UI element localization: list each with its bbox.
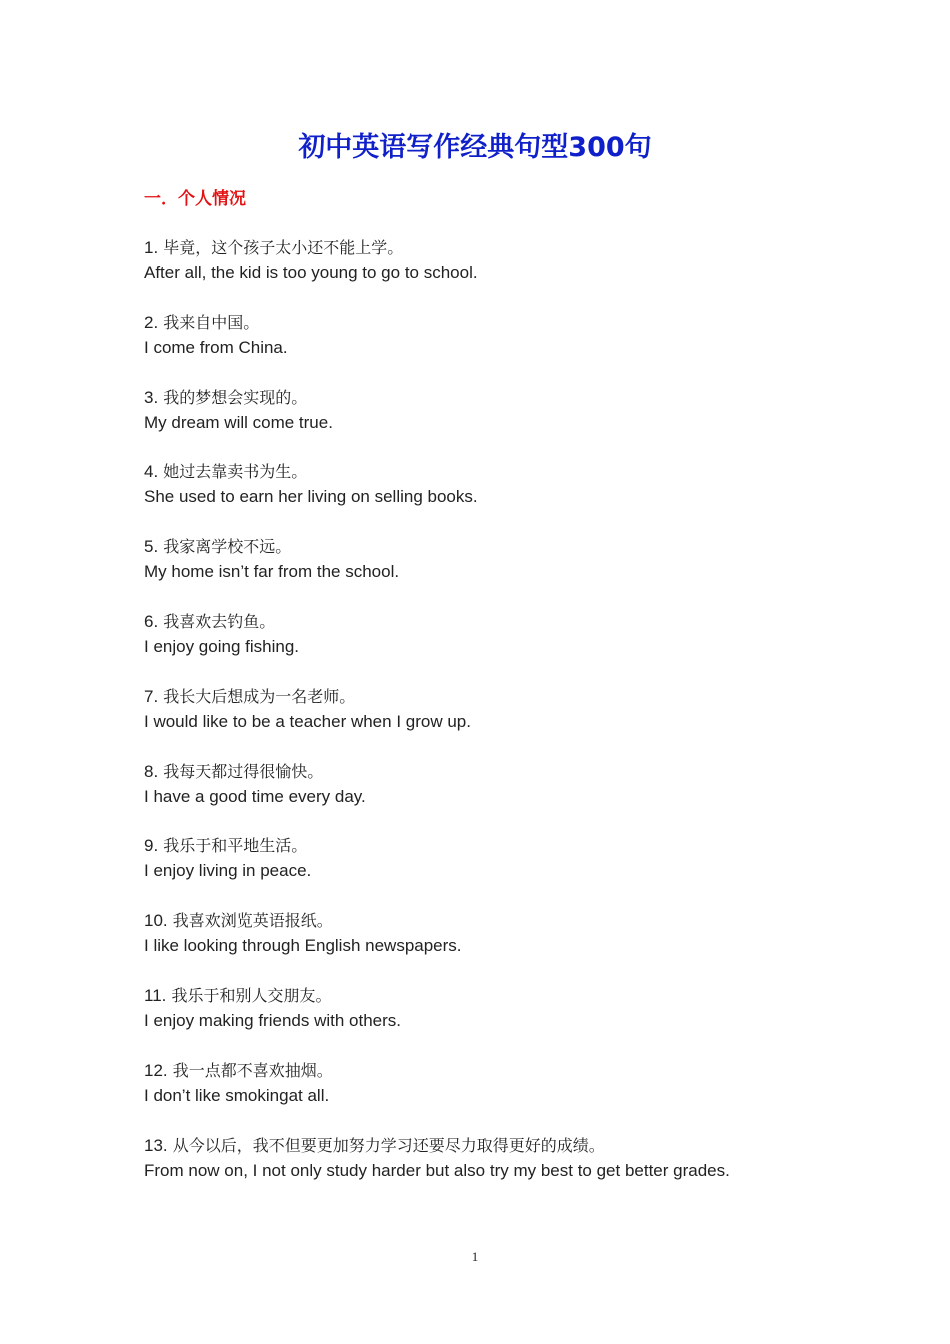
chinese-text: 我乐于和平地生活。: [163, 836, 308, 856]
sentence-item: [144, 834, 844, 909]
english-sentence: I like looking through English newspapers.: [144, 936, 462, 956]
sentence-list: [144, 236, 844, 1208]
chinese-sentence: [144, 685, 844, 709]
english-sentence: She used to earn her living on selling books.: [144, 487, 478, 507]
sentence-number: 4.: [144, 462, 159, 482]
sentence-number: 13.: [144, 1135, 168, 1155]
chinese-text: 我来自中国。: [163, 312, 260, 332]
chinese-sentence: [144, 610, 844, 634]
page-number: 1: [471, 1249, 479, 1264]
chinese-text: 我家离学校不远。: [163, 537, 292, 557]
document-title: 初中英语写作经典句型300句: [298, 132, 652, 163]
sentence-item: [144, 610, 844, 685]
english-sentence: From now on, I not only study harder but also try my best to get better grades.: [144, 1160, 730, 1180]
chinese-sentence: [144, 984, 844, 1008]
chinese-sentence: [144, 760, 844, 784]
chinese-sentence: [144, 1134, 844, 1158]
english-sentence: My home isn’t far from the school.: [144, 562, 400, 582]
sentence-item: [144, 460, 844, 535]
sentence-item: [144, 760, 844, 835]
sentence-number: 7.: [144, 686, 159, 706]
chinese-sentence: [144, 1059, 844, 1083]
chinese-sentence: [144, 386, 844, 410]
sentence-item: [144, 386, 844, 461]
sentence-item: [144, 535, 844, 610]
sentence-item: [144, 1134, 844, 1209]
english-sentence: I don’t like smokingat all.: [144, 1085, 330, 1105]
sentence-item: [144, 311, 844, 386]
sentence-number: 8.: [144, 761, 159, 781]
english-sentence: I come from China.: [144, 337, 288, 357]
chinese-sentence: [144, 834, 844, 858]
english-sentence: My dream will come true.: [144, 412, 333, 432]
chinese-text: 我每天都过得很愉快。: [163, 761, 324, 781]
chinese-sentence: [144, 909, 844, 933]
sentence-item: [144, 685, 844, 760]
english-sentence: I enjoy living in peace.: [144, 861, 312, 881]
sentence-number: 1.: [144, 238, 159, 257]
sentence-number: 12.: [144, 1060, 168, 1080]
chinese-text: 我喜欢去钓鱼。: [163, 611, 276, 631]
chinese-sentence: [144, 236, 844, 260]
chinese-text: 我乐于和别人交朋友。: [171, 985, 332, 1005]
sentence-number: 11.: [144, 985, 167, 1005]
sentence-number: 6.: [144, 611, 159, 631]
english-sentence: I have a good time every day.: [144, 786, 366, 806]
chinese-text: 我喜欢浏览英语报纸。: [172, 911, 333, 931]
chinese-text: 我一点都不喜欢抽烟。: [172, 1060, 333, 1080]
sentence-item: [144, 1059, 844, 1134]
sentence-item: [144, 909, 844, 984]
english-sentence: I enjoy going fishing.: [144, 636, 299, 656]
english-sentence: I enjoy making friends with others.: [144, 1010, 402, 1030]
sentence-number: 9.: [144, 836, 159, 856]
chinese-text: 我的梦想会实现的。: [163, 387, 308, 407]
sentence-number: 3.: [144, 387, 159, 407]
chinese-text: 我长大后想成为一名老师。: [163, 686, 356, 706]
sentence-item: [144, 236, 844, 311]
chinese-sentence: [144, 535, 844, 559]
english-sentence: I would like to be a teacher when I grow up.: [144, 711, 471, 731]
chinese-text: 毕竟，这个孩子太小还不能上学。: [163, 238, 404, 257]
chinese-text: 从今以后，我不但要更加努力学习还要尽力取得更好的成绩。: [172, 1135, 605, 1155]
section-heading: 一．个人情况: [144, 189, 246, 209]
chinese-sentence: [144, 311, 844, 335]
chinese-sentence: [144, 460, 844, 484]
sentence-number: 10.: [144, 911, 168, 931]
sentence-item: [144, 984, 844, 1059]
sentence-number: 5.: [144, 537, 159, 557]
chinese-text: 她过去靠卖书为生。: [163, 462, 308, 482]
sentence-number: 2.: [144, 312, 159, 332]
english-sentence: After all, the kid is too young to go to school.: [144, 263, 478, 282]
